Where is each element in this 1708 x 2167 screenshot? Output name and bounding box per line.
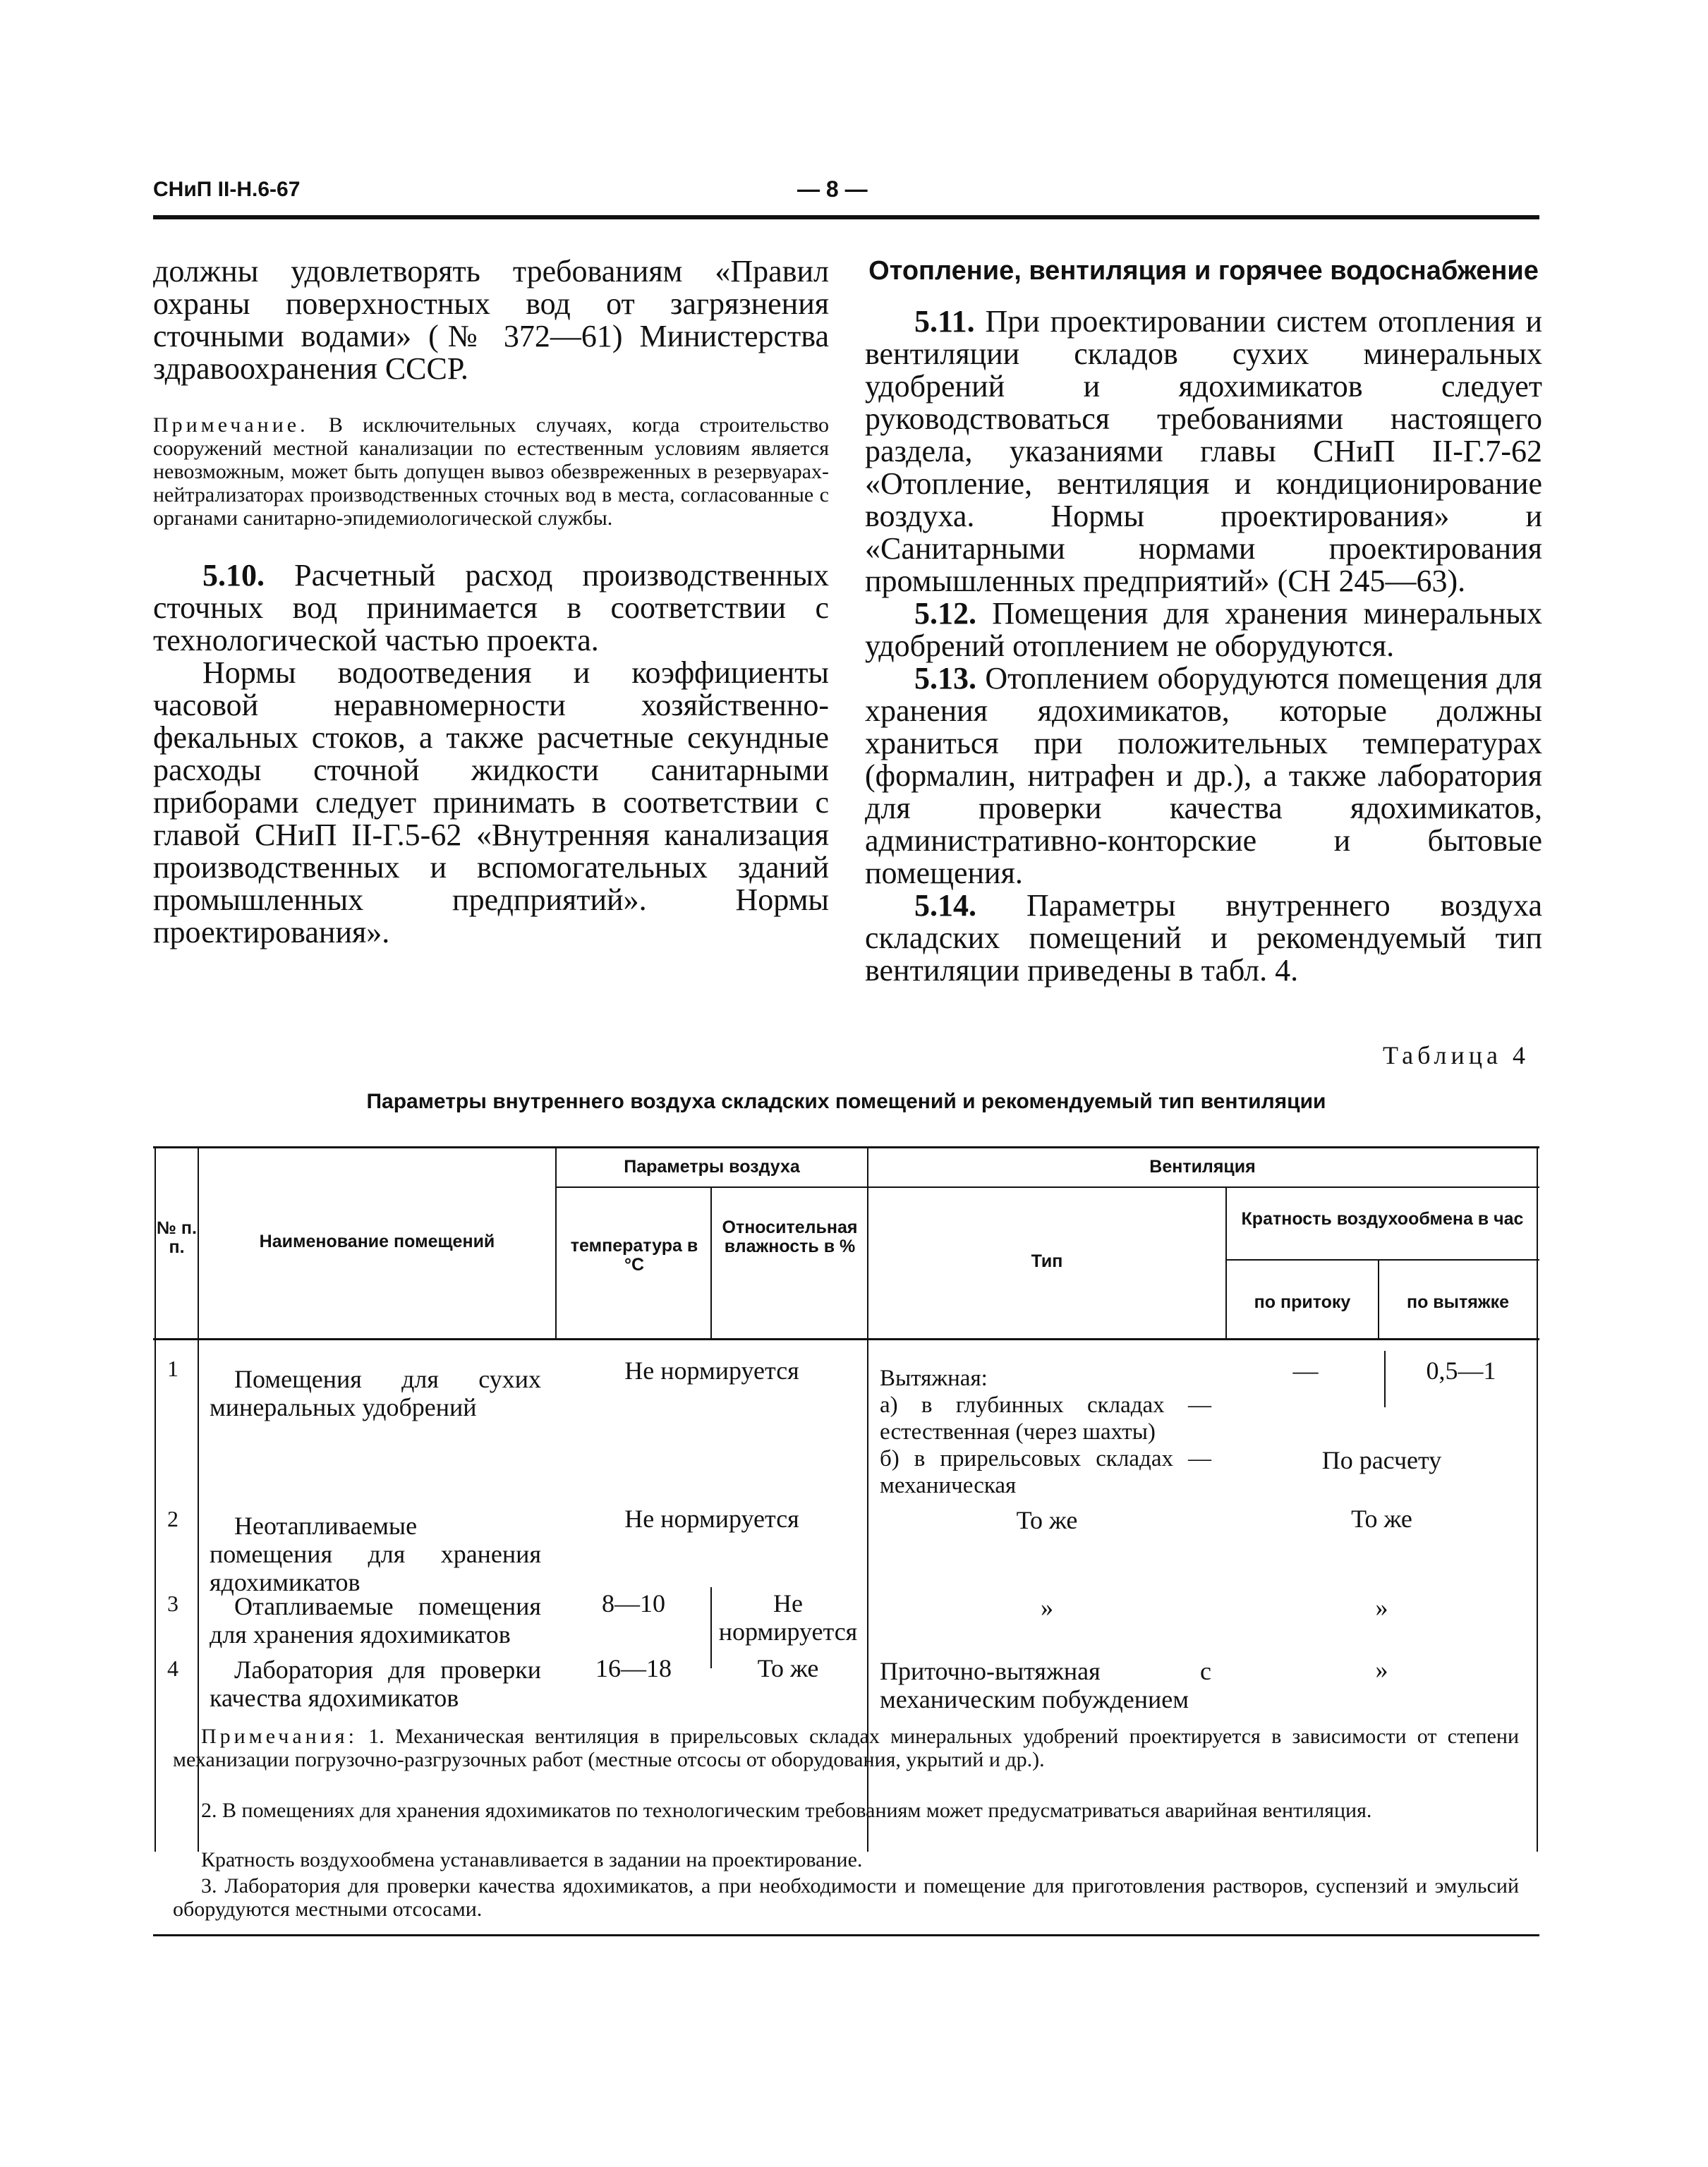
table-note-1 <box>173 1725 1519 1771</box>
note <box>153 413 829 530</box>
clause-number: 5.10. <box>202 558 265 593</box>
section-title: Отопление, вентиляция и горячее водоснабжение <box>868 256 1539 286</box>
temperature-value: 16—18 <box>595 1654 672 1682</box>
clause-number: 5.12. <box>914 596 976 631</box>
ventilation-type: Вытяжная: а) в глубинных складах — естественная (через шахты) б) в прирельсовых складах — механическая <box>880 1366 1211 1498</box>
note-label: Примечание. <box>153 413 309 437</box>
exhaust-rate: 0,5—1 <box>1426 1356 1496 1385</box>
header-humidity: Относительная влажность в % <box>722 1218 858 1256</box>
header-type: Тип <box>1031 1251 1063 1271</box>
room-name: Помещения для сухих минеральных удобрений <box>210 1365 541 1421</box>
clause-number: 5.11. <box>914 304 975 339</box>
temperature-value: 8—10 <box>602 1589 665 1617</box>
header-temperature: температура в °С <box>570 1236 698 1275</box>
column-divider <box>1537 1146 1538 1852</box>
paragraph-continuation: должны удовлетворять требованиям «Правил охраны поверхностных вод от загрязнения сточными водами» (№ 372—61) Министерства здравоохранения СССР. <box>153 254 829 386</box>
exchange-rate: » <box>1375 1594 1388 1622</box>
clause-number: 5.13. <box>914 661 976 696</box>
air-params-value: Не нормируется <box>624 1505 799 1533</box>
header-air-params: Параметры воздуха <box>624 1157 800 1177</box>
table-label: Таблица 4 <box>1383 1041 1530 1069</box>
page-number: — 8 — <box>797 176 868 202</box>
paragraph-norms: Нормы водоотведения и коэффициенты часовой неравномерности хозяйственно-фекальных стоков, а также расчетные секундные расходы сточной жидкости санитарными приборами следует принимать в соответствии с главой СНиП II-Г.5-62 «Внутренняя канализация производственных и вспомогательных зданий промышленных предприятий». Нормы проектирования». <box>153 655 829 949</box>
header-ventilation: Вентиляция <box>1149 1157 1256 1177</box>
row-number: 1 <box>167 1356 178 1381</box>
room-name: Отапливаемые помещения для хранения ядохимикатов <box>210 1592 541 1649</box>
header-name: Наименование помещений <box>259 1232 495 1251</box>
humidity-value: Не нормируется <box>718 1589 858 1646</box>
ventilation-type: Приточно-вытяжная с механическим побуждением <box>880 1657 1211 1713</box>
clause-text: Параметры внутреннего воздуха складских помещений и рекомендуемый тип вентиляции приведены в табл. 4. <box>865 888 1542 988</box>
document-code: СНиП II-Н.6-67 <box>153 178 301 201</box>
clause-5-14 <box>865 890 1542 987</box>
air-params-value: Не нормируется <box>624 1356 799 1385</box>
row-number: 3 <box>167 1591 178 1616</box>
supply-rate: — <box>1292 1356 1319 1385</box>
table-top-rule <box>153 1146 1539 1148</box>
header-exhaust: по вытяжке <box>1406 1292 1509 1312</box>
header-divider <box>1225 1259 1539 1261</box>
column-divider <box>1225 1186 1227 1338</box>
room-name: Лаборатория для проверки качества ядохимикатов <box>210 1656 541 1712</box>
exchange-rate: То же <box>1351 1505 1412 1533</box>
note-text: 1. Механическая вентиляция в прирельсовых складах минеральных удобрений проектируется в зависимости от степени механизации погрузочно-разгрузочных работ (местные отсосы от оборудования, укрытий и др.). <box>173 1725 1519 1771</box>
row-number: 2 <box>167 1506 178 1531</box>
rate-by-calculation: По расчету <box>1321 1446 1442 1474</box>
clause-text: Помещения для хранения минеральных удобрений отоплением не оборудуются. <box>865 596 1542 663</box>
right-column <box>865 255 1542 987</box>
clause-5-10 <box>153 559 829 657</box>
column-divider <box>710 1587 712 1668</box>
table-bottom-rule <box>153 1934 1539 1936</box>
clause-text: Отоплением оборудуются помещения для хранения ядохимикатов, которые должны храниться при положительных температурах (формалин, нитрафен и др.), а также лаборатория для проверки качества ядохимикатов, административно-конторские и бытовые помещения. <box>865 661 1542 890</box>
header-number: № п. п. <box>157 1218 197 1257</box>
table-note-2b: Кратность воздухообмена устанавливается в задании на проектирование. <box>201 1848 863 1871</box>
header-exchange-rate: Кратность воздухообмена в час <box>1241 1209 1524 1229</box>
column-divider <box>710 1186 712 1338</box>
ventilation-type: » <box>1041 1594 1053 1622</box>
table-note-3: 3. Лаборатория для проверки качества ядохимикатов, а при необходимости и помещение для приготовления растворов, суспензий и эмульсий оборудуются местными отсосами. <box>173 1874 1519 1921</box>
ventilation-table <box>153 1146 1539 1936</box>
header-supply: по притоку <box>1254 1292 1351 1312</box>
table-note-2: 2. В помещениях для хранения ядохимикатов по технологическим требованиям может предусматриваться аварийная вентиляция. <box>201 1799 1372 1822</box>
clause-5-12 <box>865 597 1542 662</box>
room-name: Неотапливаемые помещения для хранения ядохимикатов <box>210 1512 541 1596</box>
header-divider <box>555 1186 1539 1188</box>
note-text: В исключительных случаях, когда строительство сооружений местной канализации по естественным условиям является невозможным, может быть допущен вывоз обезвреженных в резервуарах-нейтрализаторах производственных сточных вод в места, согласованные с органами санитарно-эпидемиологической службы. <box>153 413 829 530</box>
clause-5-13 <box>865 662 1542 890</box>
notes-label: Примечания: <box>201 1725 358 1748</box>
clause-text: Расчетный расход производственных сточных вод принимается в соответствии с технологической частью проекта. <box>153 558 829 657</box>
header-bottom-rule <box>153 1338 1539 1340</box>
table-title: Параметры внутреннего воздуха складских помещений и рекомендуемый тип вентиляции <box>366 1090 1326 1113</box>
clause-text: При проектировании систем отопления и вентиляции складов сухих минеральных удобрений и ядохимикатов следует руководствоваться требованиями настоящего раздела, указаниями главы СНиП II-Г.7-62 «Отопление, вентиляция и кондиционирование воздуха. Нормы проектирования» и «Санитарными нормами проектирования промышленных предприятий» (СН 245—63). <box>865 304 1542 598</box>
exchange-rate: » <box>1375 1656 1388 1684</box>
header-rule <box>153 215 1539 219</box>
ventilation-type: То же <box>1016 1506 1078 1534</box>
row-number: 4 <box>167 1656 178 1681</box>
clause-number: 5.14. <box>914 888 976 923</box>
humidity-value: То же <box>757 1654 819 1682</box>
left-column <box>153 255 829 949</box>
clause-5-11 <box>865 305 1542 597</box>
